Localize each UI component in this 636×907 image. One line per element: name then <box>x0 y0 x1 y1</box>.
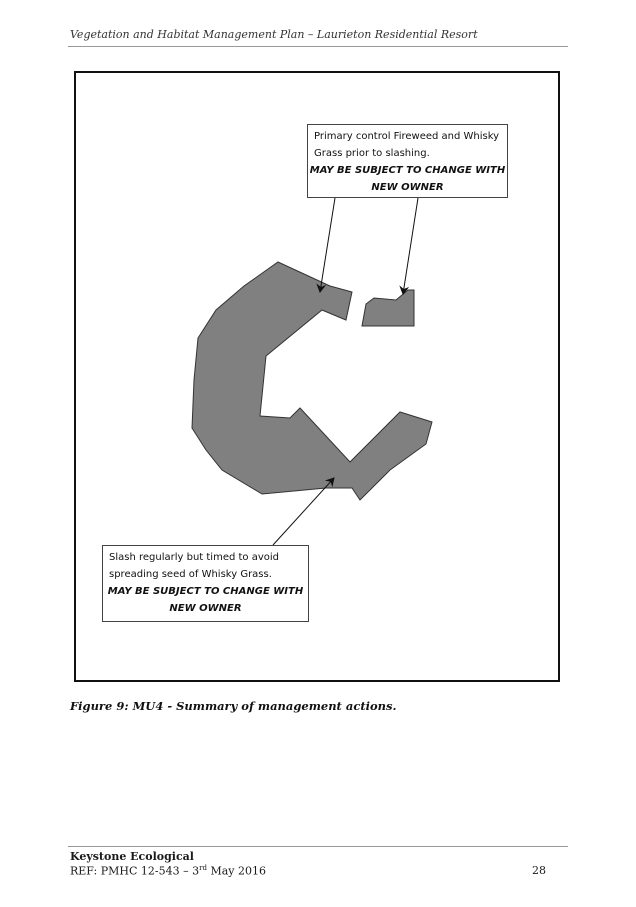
callout-arrow-1 <box>320 198 335 292</box>
callout-arrow-2 <box>403 198 418 294</box>
callout-text-line: Slash regularly but timed to avoid <box>109 552 280 563</box>
callout-text-line: Primary control Fireweed and Whisky <box>314 131 500 142</box>
page-number: 28 <box>532 864 546 877</box>
callout-warning-line: MAY BE SUBJECT TO CHANGE WITH <box>107 586 304 597</box>
callout-text-line: spreading seed of Whisky Grass. <box>109 569 272 580</box>
callout-fireweed-control <box>307 124 508 198</box>
footer-company-name: Keystone Ecological <box>70 850 194 863</box>
mu4-main-area <box>192 262 432 500</box>
callout-warning-line: NEW OWNER <box>371 182 444 193</box>
callout-warning-line: NEW OWNER <box>169 603 242 614</box>
callout-warning-line: MAY BE SUBJECT TO CHANGE WITH <box>309 165 506 176</box>
mu4-small-area <box>362 290 414 326</box>
page-header-title: Vegetation and Habitat Management Plan – Laurieton Residential Resort <box>70 28 478 41</box>
footer-ref-ordinal: rd <box>199 864 207 872</box>
callout-slash-regularly <box>102 545 309 622</box>
figure-caption: Figure 9: MU4 - Summary of management actions. <box>70 699 397 713</box>
footer-divider <box>68 846 568 847</box>
callout-text-line: Grass prior to slashing. <box>314 148 430 159</box>
footer-ref-prefix: REF: PMHC 12-543 – 3 <box>70 864 200 878</box>
footer-ref-suffix: May 2016 <box>206 864 266 878</box>
footer-reference <box>70 864 266 878</box>
